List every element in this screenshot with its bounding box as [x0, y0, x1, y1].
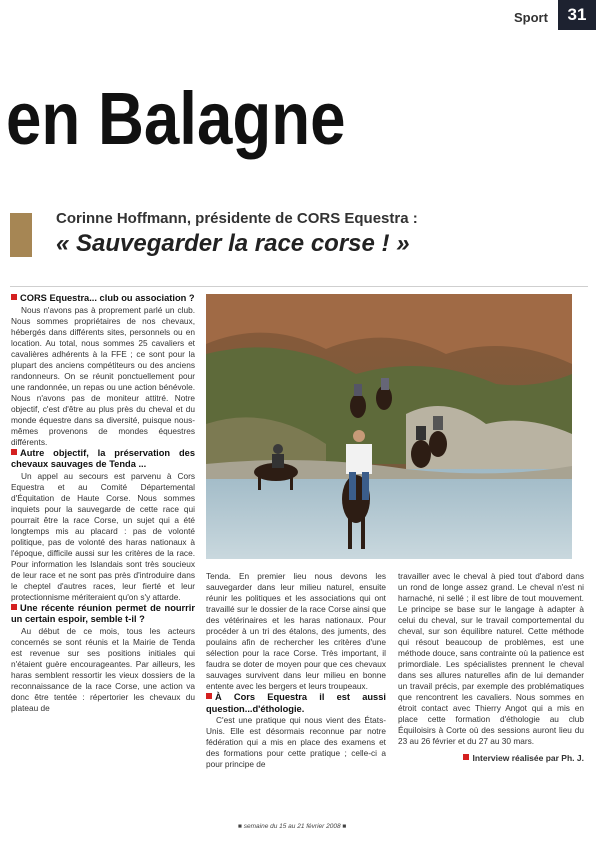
article-column-left [11, 293, 195, 714]
bullet-square-icon [463, 754, 469, 760]
question-3: Une récente réunion permet de nourrir un certain espoir, semble t-il ? [11, 602, 195, 624]
bullet-square-icon [11, 449, 17, 455]
answer-3: Au début de ce mois, tous les acteurs concernés se sont réunis et la Mairie de Tenda est revenue sur ses positions initiales qui n'étaient guère encourageantes. Par ailleurs, les haras semblent ressortir les vieux dossiers de la reconnaissance de la race Corse, une action va donc être tentée : répertorier les chevaux du plateau de [11, 625, 195, 713]
answer-4-continued: travailler avec le cheval à pied tout d'abord dans un rond de longe assez grand. Le cheval n'est ni harnaché, ni sellé ; il est libre de tout mouvement. Le principe se base sur le langage à adapter à celui du cheval, sur le travail comportemental du cheval, sur son équilibre naturel. Cette méthode qui résout beaucoup de problèmes, est une méthode douce, sans contrainte où la patience est primordiale. Les spécialistes prennent le cheval dans ses allures naturelles afin de lui demander un travail précis, par exemple des problématiques que rencontrent les cavaliers. Nous sommes en étroit contact avec Thierry Angot qui a mis en place cette formation d'éthologie au club Équiloisirs à Corte où des sessions auront lieu du 23 au 26 février et du 27 au 30 mars. [398, 571, 584, 746]
question-4: À Cors Equestra il est aussi question...d'éthologie. [206, 692, 386, 714]
bullet-square-icon [11, 604, 17, 610]
answer-1: Nous n'avons pas à proprement parlé un club. Nous sommes propriétaires de nos chevaux, hébergés dans différents sites, personnels ou en location. Au total, nous sommes 25 cavaliers et cavalières adhérents à la FFE ; ce sont pour la plupart des anciens compétiteurs ou des anciens randonneurs. On se réunit ponctuellement pour une randonnée, un repas ou une action bénévole. Nous n'avons pas de moniteur attitré. Notre objectif, c'est d'être au plus près du cheval et du monde équestre dans sa diversité, puisque nous-mêmes provenons de mondes équestres différents. [11, 304, 195, 447]
accent-block [10, 213, 32, 257]
article-column-right [398, 571, 584, 764]
question-2: Autre objectif, la préservation des chevaux sauvages de Tenda ... [11, 447, 195, 469]
page-number: 31 [558, 0, 596, 30]
pull-quote-title: « Sauvegarder la race corse ! » [56, 230, 410, 257]
article-column-middle [206, 571, 386, 770]
question-1: CORS Equestra... club ou association ? [11, 293, 195, 305]
answer-3-continued: Tenda. En premier lieu nous devons les sauvegarder dans leur milieu naturel, ensuite réunir les politiques et les associations qui ont travaillé sur le dossier de la race Corse ainsi que des vétérinaires et les haras nationaux. Pour procéder à un tri des étalons, des juments, des poulains afin de rechercher les critères d'une sélection pour la race Corse. Très important, il faudra se doter de moyen pour que ces chevaux sauvages survivent dans leur milieu en bonne entente avec les bergers et leurs troupeaux. [206, 571, 386, 691]
answer-4: C'est une pratique qui nous vient des États-Unis. Elle est désormais reconnue par notre fédération qui a mis en place des examens et des formations pour cette pratique ; celle-ci a pour principe de [206, 715, 386, 769]
bullet-square-icon [11, 294, 17, 300]
answer-2: Un appel au secours est parvenu à Cors Equestra et au Comité Départemental d'Équitation de Haute Corse. Nous sommes inquiets pour la sauvegarde de cette race qui pourrait être la race Corse, un sujet qui a été longtemps mis au placard : pas de volonté politique, pas de volonté des haras nationaux à l'époque, difficile aussi sur les critères de la race. Pour information les Islandais sont très soucieux de leur race et ne sont pas près d'introduire dans le cheptel d'autres races, leur fierté et leur protectionnisme mériteraient qu'on s'y attarde. [11, 470, 195, 602]
bullet-square-icon [206, 693, 212, 699]
article-photo [206, 294, 572, 559]
headline: en Balagne [6, 77, 346, 160]
issue-date-footer: ■ semaine du 15 au 21 février 2008 ■ [238, 823, 347, 830]
subtitle: Corinne Hoffmann, présidente de CORS Equestra : [56, 210, 418, 227]
riders-photo-illustration [206, 294, 572, 559]
section-label: Sport [514, 10, 548, 25]
divider [10, 286, 588, 287]
interview-credit: Interview réalisée par Ph. J. [398, 753, 584, 764]
